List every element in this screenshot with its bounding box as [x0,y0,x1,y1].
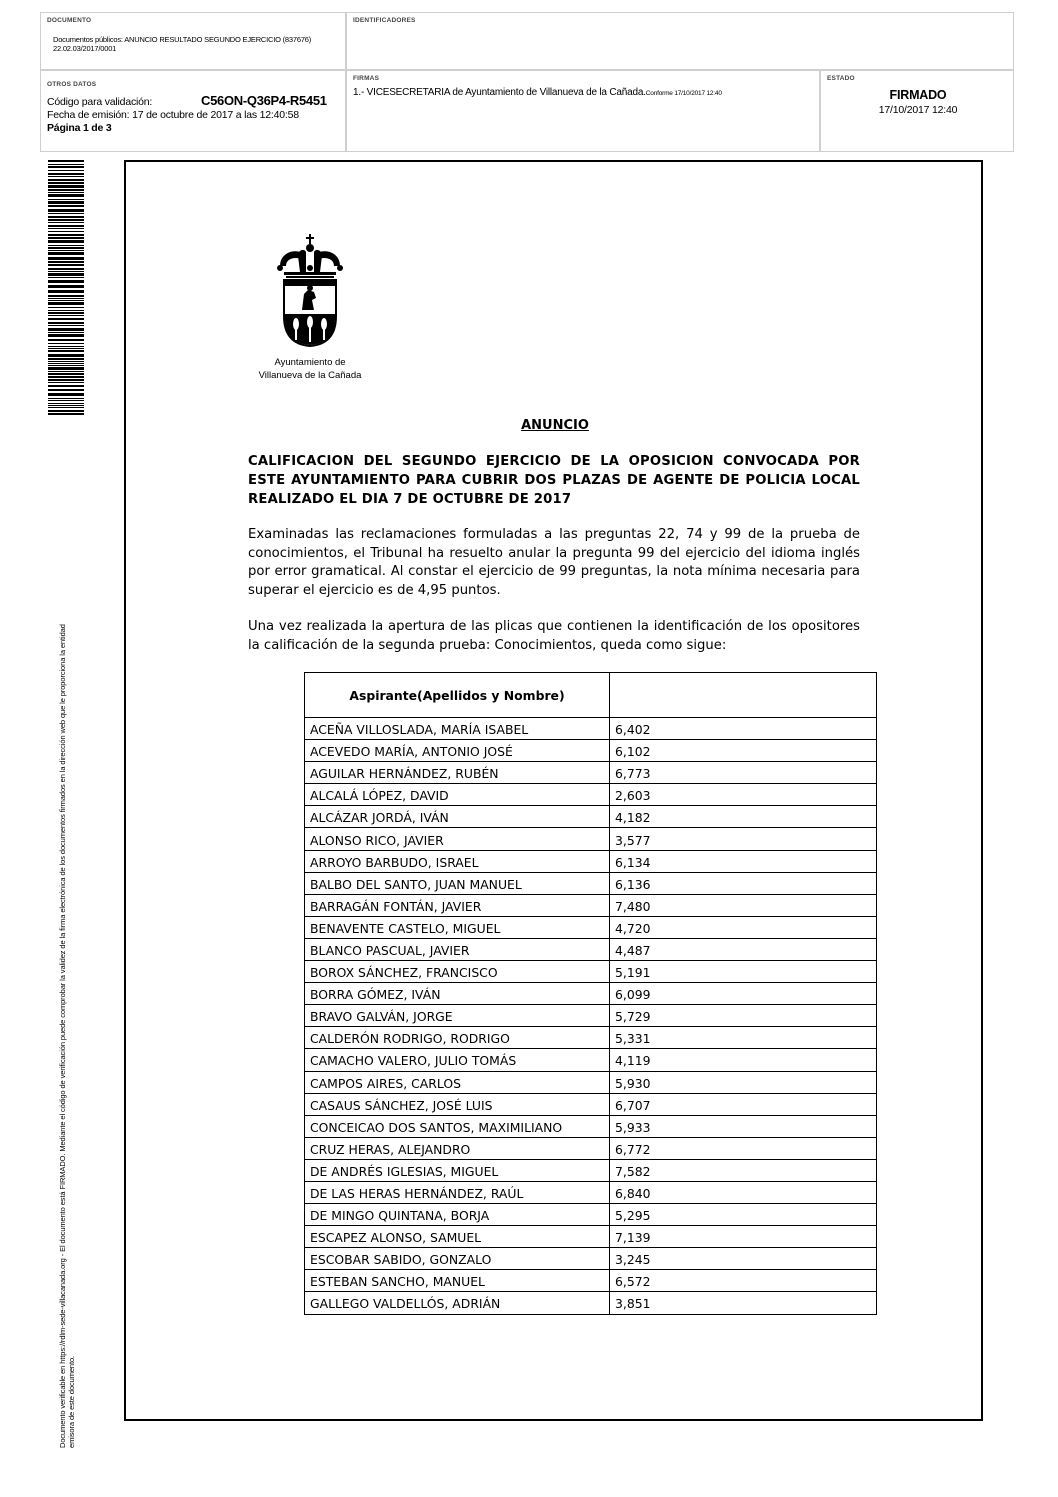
header-score [610,673,877,718]
barcode-bar [48,393,84,396]
table-row [305,784,877,806]
barcode-bar [48,354,84,357]
applicant-name: DE ANDRÉS IGLESIAS, MIGUEL [305,1159,610,1181]
applicant-name: ALCÁZAR JORDÁ, IVÁN [305,806,610,828]
barcode-bar [48,300,84,301]
barcode-bar [48,371,84,372]
table-row [305,1159,877,1181]
applicant-name: ALCALÁ LÓPEZ, DAVID [305,784,610,806]
identificadores-label: IDENTIFICADORES [353,17,416,24]
signature-entry [353,87,722,100]
page-count: Página 1 de 3 [47,122,112,134]
barcode-bar [48,367,84,370]
barcode-bar [48,310,84,311]
applicant-name: BRAVO GALVÁN, JORGE [305,1005,610,1027]
applicant-name: ESCOBAR SABIDO, GONZALO [305,1248,610,1270]
barcode-bar [48,182,84,184]
table-row [305,718,877,740]
barcode-bar [48,315,84,316]
applicant-name: BENAVENTE CASTELO, MIGUEL [305,916,610,938]
barcode-bar [48,382,84,383]
table-row [305,1270,877,1292]
applicant-score: 5,191 [610,961,877,983]
documento-description: Documentos públicos: ANUNCIO RESULTADO SEGUNDO EJERCICIO (837676) [53,35,312,44]
validation-code: C56ON-Q36P4-R5451 [201,93,327,108]
table-row [305,762,877,784]
applicant-score: 4,487 [610,938,877,960]
barcode-bar [48,379,84,381]
table-row [305,1248,877,1270]
applicant-name: BOROX SÁNCHEZ, FRANCISCO [305,961,610,983]
barcode-bar [48,173,84,175]
otros-datos-label: OTROS DATOS [47,81,97,88]
documento-label: DOCUMENTO [47,17,92,24]
estado-label: ESTADO [827,75,855,82]
applicant-score: 5,331 [610,1027,877,1049]
barcode-bar [48,225,84,227]
applicant-score: 3,577 [610,828,877,850]
barcode-bar [48,298,84,299]
applicant-score: 6,572 [610,1270,877,1292]
firmas-cell [346,70,820,152]
table-row [305,1071,877,1093]
barcode-bar [48,201,84,204]
table-row [305,961,877,983]
table-row [305,1292,877,1314]
barcode-bar [48,318,84,320]
applicant-score: 6,402 [610,718,877,740]
table-row [305,894,877,916]
applicant-score: 6,099 [610,983,877,1005]
verification-note-line1: Documento verificable en https://rdlm-sede-villacanada.org - El documento está FIRMADO. Mediante el código de verificación puede comprobar la validez de la firma electrónica de los documentos firmados en la dirección web que le proporciona la entidad [58,624,67,1448]
coat-of-arms-logo [274,232,346,350]
applicant-name: CONCEICAO DOS SANTOS, MAXIMILIANO [305,1115,610,1137]
applicant-name: BORRA GÓMEZ, IVÁN [305,983,610,1005]
table-row [305,938,877,960]
applicant-name: BALBO DEL SANTO, JUAN MANUEL [305,872,610,894]
applicant-name: DE MINGO QUINTANA, BORJA [305,1204,610,1226]
barcode-bar [48,250,84,251]
signature-conformity: Conforme 17/10/2017 12:40 [645,90,722,97]
document-heading: CALIFICACION DEL SEGUNDO EJERCICIO DE LA OPOSICION CONVOCADA POR ESTE AYUNTAMIENTO PARA CUBRIR DOS PLAZAS DE AGENTE DE POLICIA LOCAL REALIZADO EL DIA 7 DE OCTUBRE DE 2017 [248,454,860,507]
barcode-bar [48,166,84,168]
barcode-bar [48,328,84,331]
results-table [304,672,877,1315]
barcode-bar [48,170,84,171]
barcode-bar [48,398,84,399]
applicant-name: DE LAS HERAS HERNÁNDEZ, RAÚL [305,1181,610,1203]
barcode-bar [48,346,84,347]
barcode-bar [48,322,84,324]
applicant-score: 5,729 [610,1005,877,1027]
applicant-name: CASAUS SÁNCHEZ, JOSÉ LUIS [305,1093,610,1115]
barcode-bar [48,307,84,308]
barcode-bar [48,205,84,207]
barcode-bar [48,237,84,239]
table-row [305,1137,877,1159]
barcode-bar [48,400,84,401]
barcode-bar [48,160,84,162]
applicant-name: CAMACHO VALERO, JULIO TOMÁS [305,1049,610,1071]
barcode-bar [48,261,84,263]
applicant-name: CAMPOS AIRES, CARLOS [305,1071,610,1093]
barcode-bar [48,194,84,197]
applicant-score: 3,245 [610,1248,877,1270]
applicant-score: 5,930 [610,1071,877,1093]
barcode-bar [48,216,84,218]
applicant-name: CALDERÓN RODRIGO, RODRIGO [305,1027,610,1049]
logo-caption-line1: Ayuntamiento de [274,357,346,368]
barcode-bar [48,219,84,221]
barcode-bar [48,234,84,236]
applicant-score: 6,707 [610,1093,877,1115]
table-header-row [305,673,877,718]
applicant-name: ALONSO RICO, JAVIER [305,828,610,850]
barcode-bar [48,280,84,283]
table-row [305,916,877,938]
barcode-bar [48,339,84,341]
barcode-bar [48,285,84,288]
applicant-name: ARROYO BARBUDO, ISRAEL [305,850,610,872]
barcode-bar [48,332,84,333]
barcode-bar [48,179,84,181]
table-row [305,740,877,762]
header-applicant: Aspirante(Apellidos y Nombre) [305,673,610,718]
barcode-bar [48,334,84,337]
applicant-score: 4,182 [610,806,877,828]
table-row [305,1226,877,1248]
barcode-bar [48,164,84,165]
barcode-bar [48,245,84,246]
barcode-bar [48,176,84,177]
applicant-score: 6,773 [610,762,877,784]
applicant-score: 6,772 [610,1137,877,1159]
barcode-bar [48,231,84,232]
table-row [305,806,877,828]
applicant-name: CRUZ HERAS, ALEJANDRO [305,1137,610,1159]
barcode-bar [48,376,84,378]
estado-cell [820,70,1014,152]
barcode-bar [48,358,84,360]
applicant-score: 5,933 [610,1115,877,1137]
applicant-score: 2,603 [610,784,877,806]
barcode-bar [48,264,84,266]
applicant-score: 7,582 [610,1159,877,1181]
logo-caption [250,356,370,382]
table-row [305,828,877,850]
barcode-bar [48,373,84,375]
status-date: 17/10/2017 12:40 [878,104,958,116]
barcode-bar [48,185,84,188]
table-row [305,1049,877,1071]
applicant-name: ESCAPEZ ALONSO, SAMUEL [305,1226,610,1248]
table-row [305,1115,877,1137]
applicant-name: ACEVEDO MARÍA, ANTONIO JOSÉ [305,740,610,762]
table-row [305,850,877,872]
document-title: ANUNCIO [521,418,589,433]
barcode-bar [48,295,84,297]
barcode-bar [48,222,84,223]
barcode-bar [48,189,84,191]
signature-signer: 1.- VICESECRETARIA de Ayuntamiento de Villanueva de la Cañada. [353,87,646,98]
barcode-bar [48,302,84,305]
table-row [305,1204,877,1226]
applicant-name: BLANCO PASCUAL, JAVIER [305,938,610,960]
documento-cell [40,12,346,70]
barcode-bar [48,277,84,278]
barcode-bar [48,209,84,212]
emission-date: Fecha de emisión: 17 de octubre de 2017 a las 12:40:58 [47,109,299,121]
applicant-name: GALLEGO VALDELLÓS, ADRIÁN [305,1292,610,1314]
firmas-label: FIRMAS [353,75,380,82]
barcode-bar [48,290,84,293]
barcode-bar [48,350,84,352]
table-row [305,1005,877,1027]
documento-reference: 22.02.03/2017/0001 [53,44,117,53]
barcode-bar [48,247,84,249]
applicant-score: 3,851 [610,1292,877,1314]
applicant-score: 7,480 [610,894,877,916]
barcode-bar [48,361,84,362]
table-row [305,1093,877,1115]
table-row [305,1181,877,1203]
barcode-bar [48,199,84,200]
barcode-bar [48,257,84,260]
table-row [305,872,877,894]
barcode-bar [48,385,84,387]
barcode-bar [48,228,84,229]
table-row [305,983,877,1005]
validation-code-label: Código para validación: [47,96,153,108]
applicant-name: BARRAGÁN FONTÁN, JAVIER [305,894,610,916]
applicant-score: 6,136 [610,872,877,894]
verification-note [58,406,77,1448]
status-value: FIRMADO [889,88,947,102]
barcode-bar [48,192,84,193]
barcode-bar [48,273,84,276]
barcode-bar [48,325,84,326]
applicant-name: AGUILAR HERNÁNDEZ, RUBÉN [305,762,610,784]
table-row [305,1027,877,1049]
applicant-name: ACEÑA VILLOSLADA, MARÍA ISABEL [305,718,610,740]
barcode-image [48,160,84,416]
barcode-bar [48,403,84,404]
logo-caption-line2: Villanueva de la Cañada [258,370,362,381]
barcode-bar [48,268,84,270]
otros-datos-cell [40,70,346,152]
applicant-name: ESTEBAN SANCHO, MANUEL [305,1270,610,1292]
barcode-bar [48,252,84,255]
paragraph-claims: Examinadas las reclamaciones formuladas a las preguntas 22, 74 y 99 de la prueba de conocimientos, el Tribunal ha resuelto anular la pregunta 99 del ejercicio del idioma inglés por error gramatical. Al constar el ejercicio de 99 preguntas, la nota mínima necesaria para superar el ejercicio es de 4,95 puntos. [248,527,860,598]
barcode-bar [48,271,84,272]
barcode-bar [48,343,84,344]
applicant-score: 6,102 [610,740,877,762]
barcode-bar [48,240,84,243]
barcode-bar [48,363,84,364]
applicant-score: 6,134 [610,850,877,872]
barcode-bar [48,348,84,349]
applicant-score: 5,295 [610,1204,877,1226]
applicant-score: 4,720 [610,916,877,938]
barcode-bar [48,365,84,366]
barcode-bar [48,312,84,314]
barcode-bar [48,389,84,391]
applicant-score: 7,139 [610,1226,877,1248]
paragraph-opening: Una vez realizada la apertura de las plicas que contienen la identificación de los opositores la calificación de la segunda prueba: Conocimientos, queda como sigue: [248,619,860,653]
identificadores-cell [346,12,1014,70]
verification-note-line2: emisora de este documento. [67,1355,77,1448]
applicant-score: 4,119 [610,1049,877,1071]
applicant-score: 6,840 [610,1181,877,1203]
barcode-bar [48,213,84,214]
